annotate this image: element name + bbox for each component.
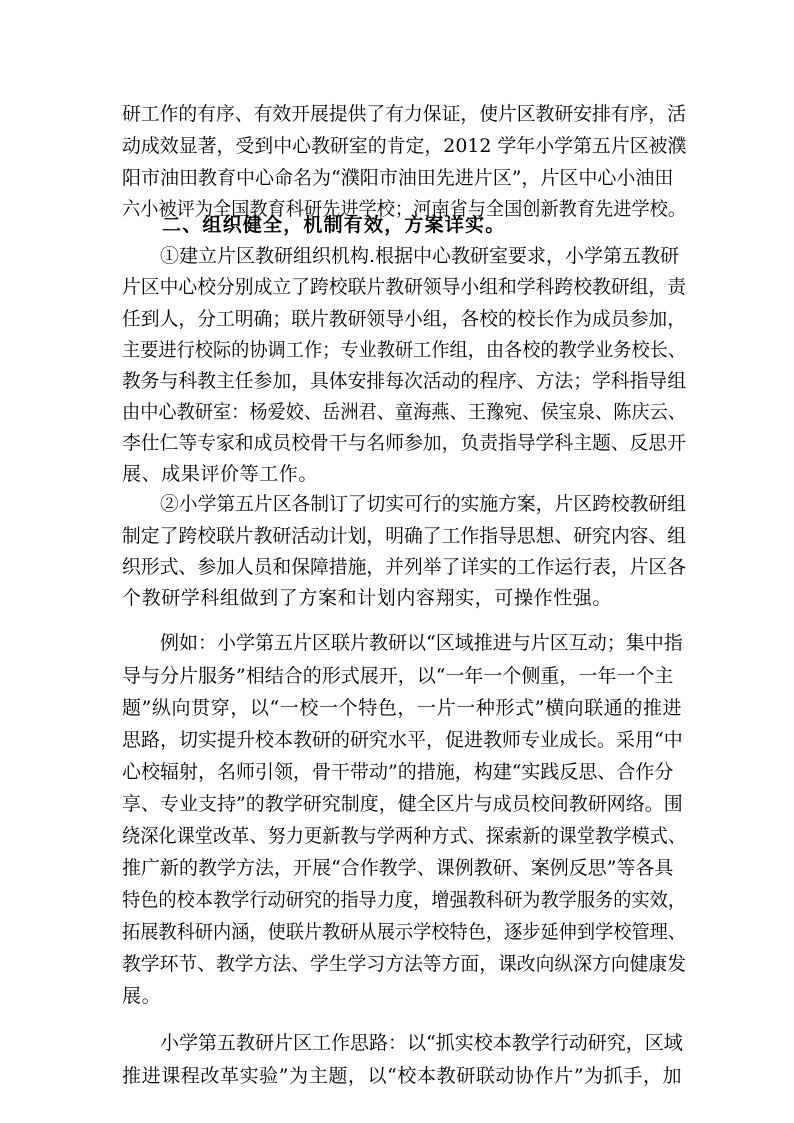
paragraph-4-line-3: 题”纵向贯穿，以“一校一个特色，一片一种形式”横向联通的推进	[122, 697, 683, 719]
paragraph-2-line-8: 展、成果评价等工作。	[122, 463, 319, 485]
paragraph-1-line-1: 研工作的有序、有效开展提供了有力保证，使片区教研安排有序，活	[122, 103, 687, 125]
paragraph-4-line-5: 心校辐射，名师引领，骨干带动”的措施，构建“实践反思、合作分	[122, 761, 674, 783]
paragraph-2-line-3: 任到人，分工明确；联片教研领导小组，各校的校长作为成员参加，	[122, 308, 687, 330]
paragraph-2-line-4: 主要进行校际的协调工作；专业教研工作组，由各校的教学业务校长、	[122, 339, 687, 361]
paragraph-2-line-6: 由中心教研室：杨爱姣、岳洲君、童海燕、王豫宛、侯宝泉、陈庆云、	[122, 401, 687, 423]
paragraph-4-line-7: 绕深化课堂改革、努力更新教与学两种方式、探索新的课堂教学模式、	[122, 825, 687, 847]
paragraph-4-line-6: 享、专业支持”的教学研究制度，健全区片与成员校间教研网络。围	[122, 793, 683, 815]
paragraph-2-line-7: 李仕仁等专家和成员校骨干与名师参加，负责指导学科主题、反思开	[122, 432, 687, 454]
paragraph-3-line-1: ②小学第五片区各制订了切实可行的实施方案，片区跨校教研组	[160, 493, 687, 515]
paragraph-5-line-1: 小学第五教研片区工作思路：以“抓实校本教学行动研究，区域	[160, 1032, 683, 1054]
paragraph-2-line-1: ①建立片区教研组织机构.根据中心教研室要求，小学第五教研	[160, 245, 680, 267]
paragraph-4-line-12: 展。	[122, 985, 162, 1007]
paragraph-3-line-3: 织形式、参加人员和保障措施，并列举了详实的工作运行表，片区各	[122, 556, 687, 578]
paragraph-1-line-2: 动成效显著，受到中心教研室的肯定，2012 学年小学第五片区被濮	[122, 135, 687, 157]
paragraph-1-line-3: 阳市油田教育中心命名为“濮阳市油田先进片区”，片区中心小油田	[122, 167, 674, 189]
paragraph-3-line-2: 制定了跨校联片教研活动计划，明确了工作指导思想、研究内容、组	[122, 525, 687, 547]
paragraph-1-line-4: 六小被评为全国教育科研先进学校；河南省与全国创新教育先进学校。	[122, 198, 687, 220]
paragraph-4-line-1: 例如：小学第五片区联片教研以“区域推进与片区互动；集中指	[160, 632, 683, 654]
section-heading: 二、组织健全，机制有效，方案详实。	[162, 214, 506, 236]
paragraph-2-line-2: 片区中心校分别成立了跨校联片教研领导小组和学科跨校教研组，责	[122, 276, 687, 298]
paragraph-4-line-9: 特色的校本教学行动研究的指导力度，增强教科研为教学服务的实效，	[122, 889, 687, 911]
paragraph-5-line-2: 推进课程改革实验”为主题，以“校本教研联动协作片”为抓手，加	[122, 1065, 683, 1087]
paragraph-2-line-5: 教务与科教主任参加，具体安排每次活动的程序、方法；学科指导组	[122, 370, 687, 392]
paragraph-4-line-4: 思路，切实提升校本教研的研究水平，促进教师专业成长。采用“中	[122, 729, 683, 751]
paragraph-4-line-11: 教学环节、教学方法、学生学习方法等方面，课改向纵深方向健康发	[122, 953, 687, 975]
paragraph-4-line-8: 推广新的教学方法，开展“合作教学、课例教研、案例反思”等各具	[122, 857, 674, 879]
paragraph-3-line-4: 个教研学科组做到了方案和计划内容翔实，可操作性强。	[122, 587, 613, 609]
paragraph-4-line-2: 导与分片服务”相结合的形式展开，以“一年一个侧重，一年一个主	[122, 665, 674, 687]
paragraph-4-line-10: 拓展教科研内涵，使联片教研从展示学校特色，逐步延伸到学校管理、	[122, 921, 687, 943]
